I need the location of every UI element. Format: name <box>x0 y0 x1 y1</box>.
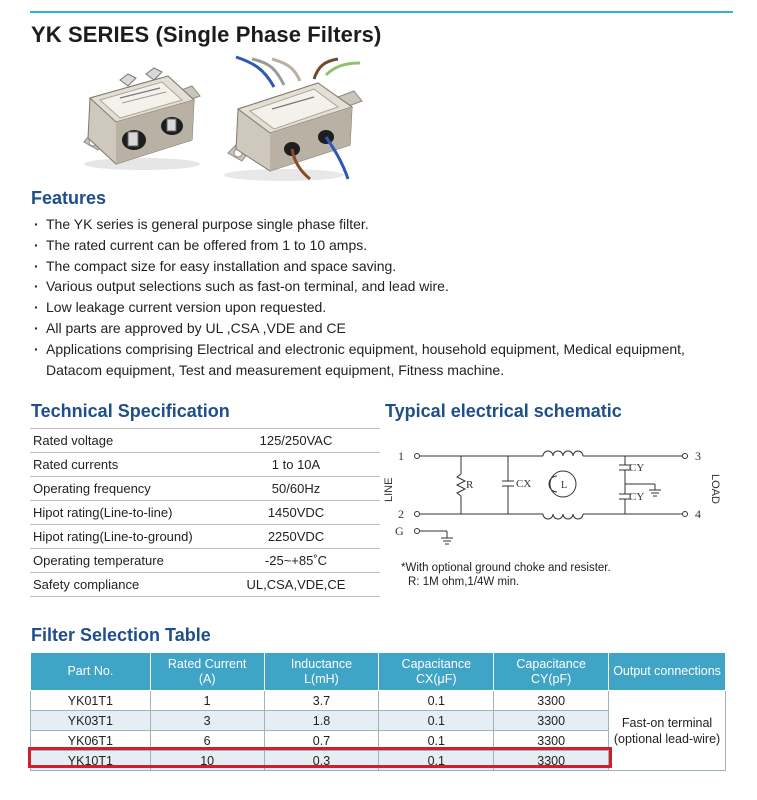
cy-label-bottom: CY <box>629 491 645 503</box>
schematic-heading: Typical electrical schematic <box>385 401 622 421</box>
cell-part-no: YK06T1 <box>31 731 151 751</box>
spec-value: 125/250VAC <box>212 429 380 453</box>
load-side-label: LOAD <box>709 474 721 504</box>
spec-row <box>30 453 380 477</box>
inductor-label: L <box>561 480 568 491</box>
line-side-label: LINE <box>383 477 395 502</box>
spec-row <box>30 525 380 549</box>
schematic-note-line2: R: 1M ohm,1/4W min. <box>408 576 520 588</box>
spec-row <box>30 501 380 525</box>
feature-item: · The rated current can be offered from 1 to 10 amps. <box>34 235 734 256</box>
spec-value: 1 to 10A <box>212 453 380 477</box>
cell-inductance: 3.7 <box>264 691 379 711</box>
cell-current: 6 <box>150 731 264 751</box>
spec-label: Safety compliance <box>30 573 212 597</box>
spec-heading: Technical Specification <box>31 401 230 421</box>
spec-value: 50/60Hz <box>212 477 380 501</box>
spec-label: Rated currents <box>30 453 212 477</box>
spec-label: Operating temperature <box>30 549 212 573</box>
header-part-no: Part No. <box>31 653 151 691</box>
schematic-note <box>401 561 611 589</box>
cell-output-connections: Fast-on terminal (optional lead-wire) <box>609 691 726 771</box>
product-photo-lead-wire <box>214 57 378 185</box>
cell-inductance: 0.7 <box>264 731 379 751</box>
spec-row <box>30 477 380 501</box>
cell-cx: 0.1 <box>379 691 494 711</box>
cell-current: 3 <box>150 711 264 731</box>
spec-value: 1450VDC <box>212 501 380 525</box>
cell-cx: 0.1 <box>379 751 494 771</box>
selection-table-heading: Filter Selection Table <box>31 625 211 645</box>
cell-cy: 3300 <box>494 691 609 711</box>
cell-current: 1 <box>150 691 264 711</box>
feature-item: · All parts are approved by UL ,CSA ,VDE and CE <box>34 318 734 339</box>
header-capacitance-cy: Capacitance CY(pF) <box>494 653 609 691</box>
node-1-label: 1 <box>398 449 404 463</box>
spec-row <box>30 549 380 573</box>
node-2-label: 2 <box>398 507 404 521</box>
cell-current: 10 <box>150 751 264 771</box>
table-row <box>31 691 726 711</box>
spec-value: 2250VDC <box>212 525 380 549</box>
header-inductance: Inductance L(mH) <box>264 653 379 691</box>
feature-item: · The YK series is general purpose single phase filter. <box>34 214 734 235</box>
header-output-connections: Output connections <box>609 653 726 691</box>
resistor-label: R <box>466 479 474 491</box>
spec-label: Hipot rating(Line-to-line) <box>30 501 212 525</box>
top-divider <box>30 11 733 13</box>
spec-table <box>30 428 380 597</box>
cell-cx: 0.1 <box>379 731 494 751</box>
spec-value: -25~+85˚C <box>212 549 380 573</box>
spec-label: Rated voltage <box>30 429 212 453</box>
cell-cy: 3300 <box>494 731 609 751</box>
page-title: YK SERIES (Single Phase Filters) <box>31 22 382 47</box>
spec-label: Operating frequency <box>30 477 212 501</box>
node-4-label: 4 <box>695 507 701 521</box>
electrical-schematic <box>385 440 730 550</box>
filter-selection-table <box>30 652 726 771</box>
cell-part-no: YK03T1 <box>31 711 151 731</box>
cy-label-top: CY <box>629 462 645 474</box>
feature-item: · Low leakage current version upon requested. <box>34 297 734 318</box>
feature-item: · The compact size for easy installation and space saving. <box>34 256 734 277</box>
table-header-row <box>31 653 726 691</box>
feature-item: · Applications comprising Electrical and electronic equipment, household equipment, Medical equipment, Datacom equipment, Test and measurement equipment, Fitness machine. <box>34 339 734 381</box>
schematic-note-line1: *With optional ground choke and resister. <box>401 562 611 574</box>
spec-value: UL,CSA,VDE,CE <box>212 573 380 597</box>
ground-label: G <box>395 524 404 538</box>
node-3-label: 3 <box>695 449 701 463</box>
cell-cy: 3300 <box>494 711 609 731</box>
cx-label: CX <box>516 478 532 490</box>
cell-part-no: YK01T1 <box>31 691 151 711</box>
cell-inductance: 1.8 <box>264 711 379 731</box>
spec-label: Hipot rating(Line-to-ground) <box>30 525 212 549</box>
cell-cy: 3300 <box>494 751 609 771</box>
cell-inductance: 0.3 <box>264 751 379 771</box>
feature-item: · Various output selections such as fast-on terminal, and lead wire. <box>34 276 734 297</box>
cell-part-no: YK10T1 <box>31 751 151 771</box>
cell-cx: 0.1 <box>379 711 494 731</box>
header-rated-current: Rated Current (A) <box>150 653 264 691</box>
spec-row <box>30 429 380 453</box>
features-heading: Features <box>31 188 107 208</box>
spec-row <box>30 573 380 597</box>
features-list <box>34 214 734 380</box>
header-capacitance-cx: Capacitance CX(μF) <box>379 653 494 691</box>
product-photo-fast-on <box>76 60 206 175</box>
